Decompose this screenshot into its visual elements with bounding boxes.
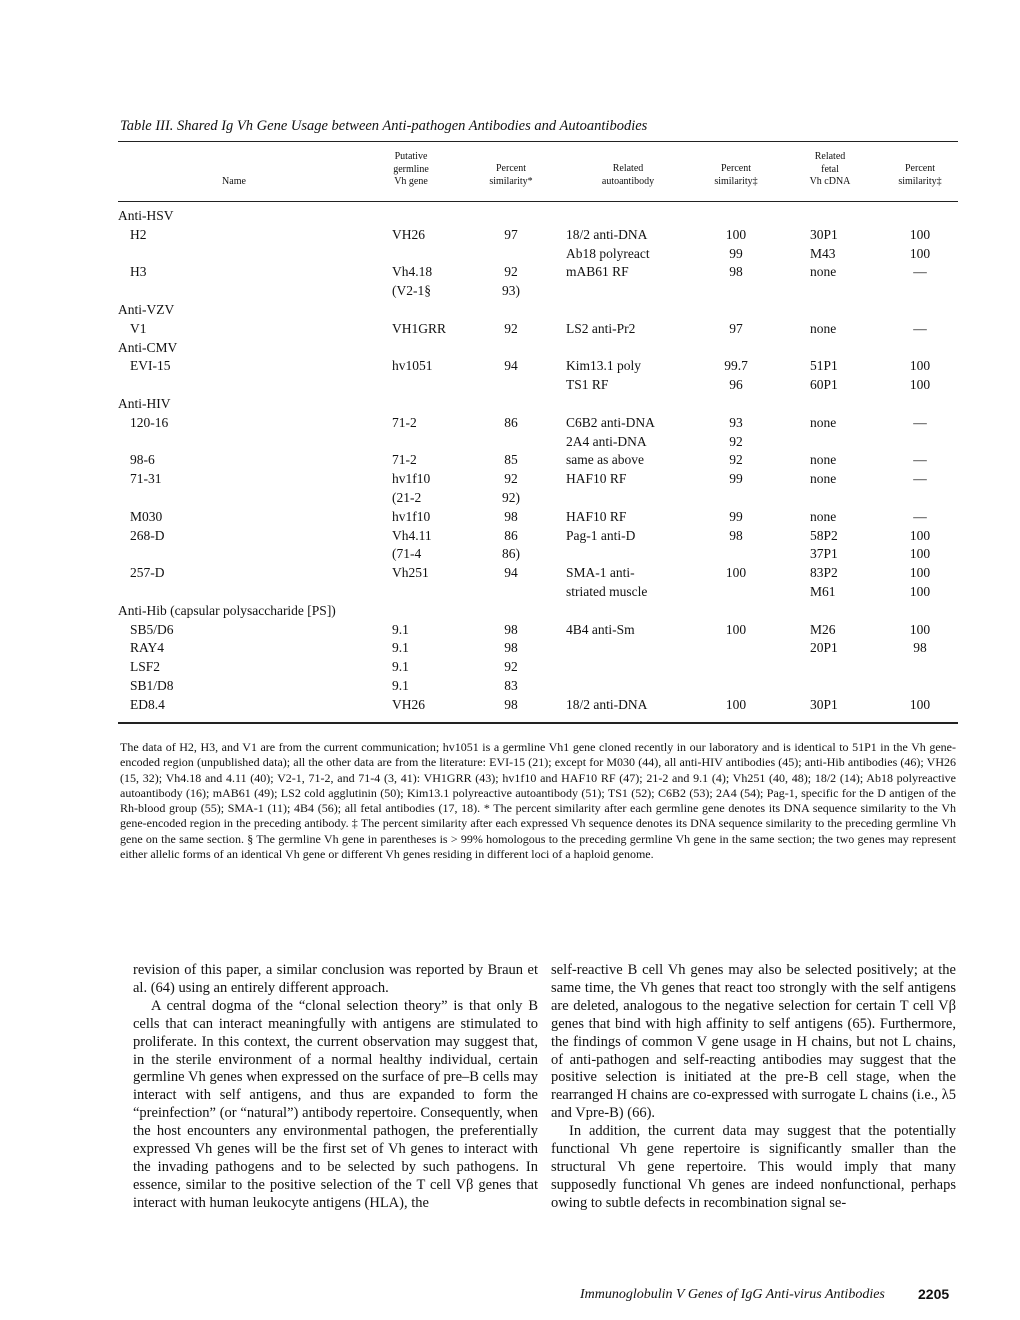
cell-pct2: 100 xyxy=(725,226,747,242)
cell-auto: LS2 anti-Pr2 xyxy=(566,320,636,336)
table-row xyxy=(118,281,958,300)
cell-gene: Vh4.11 xyxy=(392,527,432,543)
cell-pct3: 98 xyxy=(913,640,927,656)
cell-fetal: none xyxy=(810,264,837,280)
cell-pct3: — xyxy=(913,508,927,524)
cell-name: H3 xyxy=(130,264,147,280)
cell-pct3: — xyxy=(913,452,927,468)
cell-pct2: 100 xyxy=(725,565,747,581)
body-column-left xyxy=(133,962,538,1213)
cell-name: H2 xyxy=(130,226,147,242)
cell-fetal: M61 xyxy=(810,584,836,599)
cell-pct1: 98 xyxy=(504,508,518,524)
cell-auto: TS1 RF xyxy=(566,377,609,393)
cell-fetal: 37P1 xyxy=(810,546,838,562)
cell-auto: Pag-1 anti-D xyxy=(566,527,636,543)
table-row xyxy=(118,695,958,714)
table-section-row xyxy=(118,338,958,357)
cell-pct2: 96 xyxy=(729,377,743,393)
cell-gene: VH26 xyxy=(392,226,425,242)
cell-pct3: — xyxy=(913,414,927,430)
cell-gene: (V2-1§ xyxy=(392,283,431,299)
header-name: Name xyxy=(222,176,246,187)
table-row xyxy=(118,507,958,526)
table-caption: Table III. Shared Ig Vh Gene Usage between Anti-pathogen Antibodies and Autoantibodies xyxy=(120,118,648,134)
table-top-rule xyxy=(118,141,958,142)
header-percent-similarity-3: Percent similarity‡ xyxy=(898,163,942,187)
cell-pct1: 86) xyxy=(502,546,520,562)
cell-auto: mAB61 RF xyxy=(566,264,629,280)
cell-pct1: 86 xyxy=(504,527,518,543)
table-row xyxy=(118,375,958,394)
cell-name: EVI-15 xyxy=(130,358,171,374)
cell-fetal: 30P1 xyxy=(810,696,838,712)
cell-pct3: — xyxy=(913,471,927,487)
cell-fetal: none xyxy=(810,452,837,468)
table-section-row xyxy=(118,394,958,413)
table-row xyxy=(118,262,958,281)
cell-auto: 4B4 anti-Sm xyxy=(566,621,635,637)
cell-gene: 9.1 xyxy=(392,640,409,656)
cell-fetal: 83P2 xyxy=(810,565,838,581)
cell-pct1: 86 xyxy=(504,414,518,430)
cell-auto: striated muscle xyxy=(566,584,648,599)
cell-gene: Vh4.18 xyxy=(392,264,433,280)
table-row xyxy=(118,526,958,545)
cell-name: RAY4 xyxy=(130,640,165,656)
cell-pct2: 100 xyxy=(725,621,747,637)
cell-gene: 9.1 xyxy=(392,659,409,675)
cell-gene: (71-4 xyxy=(392,546,422,562)
cell-pct1: 92 xyxy=(504,320,518,336)
cell-auto: C6B2 anti-DNA xyxy=(566,414,655,430)
cell-auto: SMA-1 anti- xyxy=(566,565,635,581)
section-label: Anti-CMV xyxy=(118,339,178,355)
cell-name: 257-D xyxy=(130,565,165,581)
table-row xyxy=(118,413,958,432)
cell-pct1: 98 xyxy=(504,621,518,637)
paragraph: A central dogma of the “clonal selection theory” is that only B cells that can interact meaningfully with antigens are stimulated to proliferate. In this context, the current observation may suggest that, in the sterile environment of a normal healthy individual, certain germline Vh genes when expressed on the surface of pre–B cells may interact with self antigens, and thus are expanded to form the “preinfection” (or “natural”) antibody repertoire. Consequently, when the host encounters any environmental pathogen, the preferentially expressed Vh genes will be the first set of Vh genes to interact with the invading pathogens and to be selected by such pathogens. In essence, similar to the positive selection of the T cell Vβ genes that interact with human leukocyte antigens (HLA), the xyxy=(133,997,538,1211)
table-row xyxy=(118,544,958,563)
cell-pct1: 93) xyxy=(502,283,520,299)
cell-gene: hv1f10 xyxy=(392,471,431,487)
cell-gene: 9.1 xyxy=(392,621,409,637)
cell-fetal: none xyxy=(810,320,837,336)
cell-fetal: 20P1 xyxy=(810,640,838,656)
header-germline-gene: Putative germline Vh gene xyxy=(393,151,429,187)
cell-pct3: 100 xyxy=(909,696,931,712)
cell-pct3: 100 xyxy=(909,546,931,562)
table-row xyxy=(118,488,958,507)
cell-gene: VH1GRR xyxy=(392,320,447,336)
header-related-autoantibody: Related autoantibody xyxy=(601,163,655,187)
cell-auto: 18/2 anti-DNA xyxy=(566,226,648,242)
cell-name: LSF2 xyxy=(130,659,161,675)
cell-fetal: 60P1 xyxy=(810,377,838,393)
cell-name: SB5/D6 xyxy=(130,621,174,637)
section-label: Anti-VZV xyxy=(118,302,175,317)
table-row xyxy=(118,450,958,469)
table-row xyxy=(118,563,958,582)
cell-gene: VH26 xyxy=(392,696,425,712)
table-row xyxy=(118,432,958,451)
table-footnote: The data of H2, H3, and V1 are from the current communication; hv1051 is a germline Vh1 gene cloned recently in our laboratory and is identical to 51P1 in the Vh gene-encoded region (unpublished data); all the other data are from the literature: EVI-15 (21); except for M030 (44), all anti-HIV antibodies (45); anti-Hib antibodies (46); VH26 (15, 32); Vh4.18 and 4.11 (40); V2-1, 71-2, and 71-4 (3, 41): VH1GRR (43); hv1f10 and HAF10 RF (47); 21-2 and 9.1 (4); Vh251 (40, 48); 18/2 (14); Ab18 polyreactive autoantibody (16); mAB61 (49); LS2 cold agglutinin (50); Kim13.1 polyreactive autoantibody (51); TS1 (52); C6B2 (53); 2A4 (54); Pag-1, specific for the D antigen of the Rh-blood group (55); SMA-1 (11); 4B4 (56); all fetal antibodies (17, 18). * The percent similarity after each germline gene denotes its DNA sequence similarity to the Vh gene-encoded region in the preceding antibody. ‡ The percent similarity after each expressed Vh sequence denotes its DNA sequence similarity to the preceding germline Vh gene on the same section. § The germline Vh gene in parentheses is > 99% homologous to the preceding germline Vh gene in the same section; the two genes may represent either allelic forms of an identical Vh gene or different Vh genes residing in different loci of a haploid genome. xyxy=(120,740,956,862)
cell-pct1: 94 xyxy=(504,565,518,581)
table-row xyxy=(118,225,958,244)
cell-name: 98-6 xyxy=(130,452,155,468)
cell-gene: hv1051 xyxy=(392,358,433,374)
running-head: Immunoglobulin V Genes of IgG Anti-virus Antibodies xyxy=(580,1287,885,1302)
table-row xyxy=(118,620,958,639)
paragraph: revision of this paper, a similar conclusion was reported by Braun et al. (64) using an entirely different approach. xyxy=(133,962,538,996)
cell-pct3: 100 xyxy=(909,377,931,393)
cell-pct1: 92 xyxy=(504,471,518,487)
cell-auto: HAF10 RF xyxy=(566,471,627,487)
cell-name: 268-D xyxy=(130,527,165,543)
cell-pct3: 100 xyxy=(909,358,931,374)
table-header xyxy=(118,146,958,198)
paragraph: In addition, the current data may suggest that the potentially functional Vh gene repertoire is significantly smaller than the structural Vh gene repertoire. This would imply that many supposedly functional Vh genes are indeed nonfunctional, perhaps owing to subtle defects in recombination signal se- xyxy=(551,1123,956,1211)
cell-pct2: 99 xyxy=(729,245,743,261)
cell-pct1: 85 xyxy=(504,452,518,468)
cell-pct1: 92 xyxy=(504,264,518,280)
page-number: 2205 xyxy=(918,1286,950,1302)
table-section-row xyxy=(118,601,958,620)
cell-fetal: M26 xyxy=(810,621,836,637)
cell-pct3: — xyxy=(913,264,927,280)
table-bottom-rule xyxy=(118,722,958,724)
cell-pct2: 100 xyxy=(725,696,747,712)
cell-name: SB1/D8 xyxy=(130,678,174,693)
table-row xyxy=(118,676,958,695)
body-column-right xyxy=(551,962,956,1213)
cell-pct2: 98 xyxy=(729,264,743,280)
cell-pct2: 92 xyxy=(729,452,743,468)
table-row xyxy=(118,657,958,676)
section-label: Anti-HSV xyxy=(118,208,174,223)
cell-name: 71-31 xyxy=(130,471,162,487)
table-row xyxy=(118,582,958,601)
cell-fetal: 51P1 xyxy=(810,358,838,374)
cell-auto: Ab18 polyreact xyxy=(566,245,650,261)
cell-fetal: none xyxy=(810,471,837,487)
section-label: Anti-HIV xyxy=(118,396,171,411)
cell-gene: 9.1 xyxy=(392,678,409,693)
cell-pct3: 100 xyxy=(909,226,931,242)
cell-pct2: 93 xyxy=(729,414,743,430)
cell-fetal: M43 xyxy=(810,245,836,261)
cell-pct3: 100 xyxy=(909,584,931,599)
cell-fetal: none xyxy=(810,414,837,430)
cell-pct2: 97 xyxy=(729,320,743,336)
cell-gene: Vh251 xyxy=(392,565,429,581)
cell-pct1: 92 xyxy=(504,659,518,675)
cell-pct1: 97 xyxy=(504,226,518,242)
header-related-fetal-cdna: Related fetal Vh cDNA xyxy=(809,151,851,187)
cell-pct2: 99 xyxy=(729,471,743,487)
cell-pct2: 99.7 xyxy=(724,358,748,374)
table-row xyxy=(118,244,958,263)
paragraph: self-reactive B cell Vh genes may also be selected positively; at the same time, the Vh genes that react too strongly with the self antigens are deleted, analogous to the negative selection for certain T cell Vβ genes that bind with high affinity to self antigens (65). Furthermore, the findings of common V gene usage in H chains, but not L chains, of anti-pathogen and self-reacting antibodies may suggest that the positive selection is initiated at the pre-B cell stage, when the rearranged H chains are co-expressed with surrogate L chains (i.e., λ5 and Vpre-B) (66). xyxy=(551,962,956,1122)
cell-name: 120-16 xyxy=(130,414,169,430)
cell-pct1: 98 xyxy=(504,640,518,656)
cell-pct1: 92) xyxy=(502,490,520,505)
cell-gene: hv1f10 xyxy=(392,508,431,524)
cell-pct2: 92 xyxy=(729,433,743,449)
table-row xyxy=(118,638,958,657)
cell-pct3: 100 xyxy=(909,621,931,637)
cell-pct3: 100 xyxy=(909,245,931,261)
header-percent-similarity-2: Percent similarity‡ xyxy=(714,163,758,187)
cell-pct1: 98 xyxy=(504,696,518,712)
cell-auto: 18/2 anti-DNA xyxy=(566,696,648,712)
table-row xyxy=(118,356,958,375)
cell-fetal: 30P1 xyxy=(810,226,838,242)
cell-auto: 2A4 anti-DNA xyxy=(566,433,647,449)
cell-pct3: 100 xyxy=(909,565,931,581)
table-section-row xyxy=(118,300,958,319)
section-label: Anti-Hib (capsular polysaccharide [PS]) xyxy=(118,602,336,618)
cell-pct2: 99 xyxy=(729,508,743,524)
table-row xyxy=(118,469,958,488)
cell-gene: 71-2 xyxy=(392,452,417,468)
table-section-row xyxy=(118,206,958,225)
cell-auto: HAF10 RF xyxy=(566,508,627,524)
cell-name: ED8.4 xyxy=(130,696,165,712)
cell-auto: same as above xyxy=(566,452,644,468)
cell-pct1: 83 xyxy=(504,678,518,693)
cell-name: M030 xyxy=(130,508,163,524)
cell-gene: (21-2 xyxy=(392,490,422,505)
cell-pct3: — xyxy=(913,320,927,336)
header-percent-similarity-1: Percent similarity* xyxy=(489,163,533,187)
table-header-rule xyxy=(118,201,958,202)
table-row xyxy=(118,319,958,338)
cell-fetal: none xyxy=(810,508,837,524)
cell-pct3: 100 xyxy=(909,527,931,543)
cell-gene: 71-2 xyxy=(392,414,417,430)
cell-name: V1 xyxy=(130,320,147,336)
cell-pct2: 98 xyxy=(729,527,743,543)
cell-fetal: 58P2 xyxy=(810,527,838,543)
cell-pct1: 94 xyxy=(504,358,518,374)
cell-auto: Kim13.1 poly xyxy=(566,358,642,374)
